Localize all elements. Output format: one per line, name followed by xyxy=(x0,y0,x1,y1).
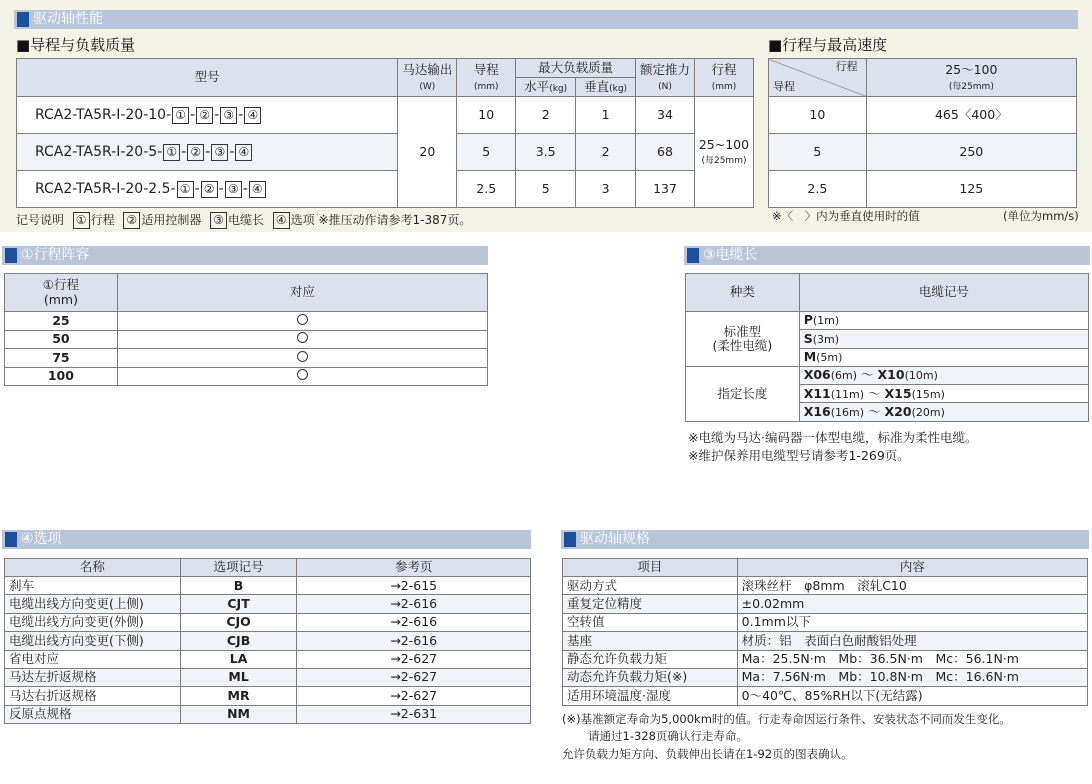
support-col-header: 对应 xyxy=(117,274,487,312)
spec-note-1: (※)基准额定寿命为5,000km时的值。行走寿命因运行条件、安装状态不同而发生变化。 xyxy=(562,712,1011,726)
table-row: 驱动方式 滚珠丝杆 φ8mm 滚轧C10 xyxy=(563,577,1088,595)
table-row: 马达左折返规格 ML →2-627 xyxy=(5,668,531,686)
page-header: 参考页 xyxy=(297,559,531,577)
vertical-header: 垂直(kg) xyxy=(576,78,636,97)
stroke-speed-subtitle: ■行程与最高速度 xyxy=(768,36,888,54)
cable-table xyxy=(685,273,1089,422)
standard-type: 标准型 (柔性电缆) xyxy=(686,312,800,367)
stroke-table xyxy=(4,273,488,386)
cable-note-1: ※电缆为马达·编码器一体型电缆，标准为柔性电缆。 xyxy=(688,430,978,445)
table-row: 空转值 0.1mm以下 xyxy=(563,613,1088,631)
lead-load-table xyxy=(16,58,754,208)
option-code-header: 选项记号 xyxy=(180,559,297,577)
table-row: X16(16m) ～ X20(20m) xyxy=(686,403,1089,421)
horizontal-header: 水平(kg) xyxy=(516,78,576,97)
range-header: 25～100 (每25mm) xyxy=(866,59,1076,97)
table-row: 10 465〈400〉 xyxy=(769,97,1077,134)
table-row: 75 xyxy=(5,349,488,368)
lead-load-subtitle: ■导程与负载质量 xyxy=(16,36,136,54)
lead-header: 导程 (mm) xyxy=(457,59,516,97)
speed-note: ※〈 〉内为垂直使用时的值 xyxy=(772,209,920,223)
table-row: 基座 材质：铝 表面白色耐酸铝处理 xyxy=(563,632,1088,650)
table-row: 省电对应 LA →2-627 xyxy=(5,650,531,668)
table-row: M(5m) xyxy=(686,348,1089,366)
table-row: 反原点规格 NM →2-631 xyxy=(5,705,531,723)
table-row: 电缆出线方向变更(下侧) CJB →2-616 xyxy=(5,632,531,650)
motor-value: 20 xyxy=(398,97,457,208)
table-row: 马达右折返规格 MR →2-627 xyxy=(5,687,531,705)
stroke-title-bar: ①行程阵容 xyxy=(2,246,488,265)
cable-note-2: ※维护保养用电缆型号请参考1-269页。 xyxy=(688,448,910,463)
option-title-bar: ④选项 xyxy=(2,530,531,549)
table-row: 适用环境温度·湿度 0～40℃、85%RH以下(无结露) xyxy=(563,687,1088,705)
table-row: 电缆出线方向变更(上侧) CJT →2-616 xyxy=(5,595,531,613)
table-row: RCA2-TA5R-I-20-2.5- ① - ② - ③ - ④ 2.5 5 3 137 xyxy=(17,171,754,208)
name-header: 名称 xyxy=(5,559,181,577)
legend: 记号说明 ① 行程 ② 适用控制器 ③ 电缆长 ④ 选项 ※推压动作请参考1-387页。 xyxy=(16,213,472,227)
cable-title-bar: ③电缆长 xyxy=(684,246,1090,265)
model-header: 型号 xyxy=(17,59,398,97)
table-row: 动态允许负载力矩(※) Ma：7.56N·m Mb：10.8N·m Mc：16.6N·m xyxy=(563,668,1088,686)
spec-table xyxy=(562,558,1088,706)
table-row: 2.5 125 xyxy=(769,171,1077,208)
stroke-speed-table xyxy=(768,58,1077,208)
diag-header: 行程 导程 xyxy=(769,59,867,97)
table-row: 5 250 xyxy=(769,134,1077,171)
table-row: S(3m) xyxy=(686,330,1089,348)
table-row: 重复定位精度 ±0.02mm xyxy=(563,595,1088,613)
table-row: 刹车 B →2-615 xyxy=(5,577,531,595)
stroke-value: 25~100 (每25mm) xyxy=(694,97,753,208)
table-row: 指定长度 X06(6m) ～ X10(10m) xyxy=(686,366,1089,384)
table-row: 50 xyxy=(5,330,488,349)
content-header: 内容 xyxy=(737,559,1087,577)
type-header: 种类 xyxy=(686,274,800,312)
spec-note-2: 请通过1-328页确认行走寿命。 xyxy=(588,729,748,743)
code-header: 电缆记号 xyxy=(799,274,1088,312)
performance-title-bar: 驱动轴性能 xyxy=(14,10,1078,29)
table-row: RCA2-TA5R-I-20-5- ① - ② - ③ - ④ 5 3.5 2 68 xyxy=(17,134,754,171)
table-row: 标准型 (柔性电缆) P(1m) xyxy=(686,312,1089,330)
stroke-col-header: ①行程 (mm) xyxy=(5,274,118,312)
thrust-header: 额定推力 (N) xyxy=(636,59,695,97)
stroke-header: 行程 (mm) xyxy=(694,59,753,97)
table-row: 100 xyxy=(5,367,488,386)
table-row: 25 xyxy=(5,312,488,331)
table-row: 静态允许负载力矩 Ma：25.5N·m Mb：36.5N·m Mc：56.1N·m xyxy=(563,650,1088,668)
item-header: 项目 xyxy=(563,559,738,577)
motor-header: 马达输出 (W) xyxy=(398,59,457,97)
table-row: 电缆出线方向变更(外侧) CJO →2-616 xyxy=(5,613,531,631)
option-table xyxy=(4,558,531,724)
spec-note-3: 允许负载力矩方向、负载伸出长请在1-92页的图表确认。 xyxy=(562,747,853,761)
spec-title-bar: 驱动轴规格 xyxy=(561,530,1089,549)
table-row: X11(11m) ～ X15(15m) xyxy=(686,385,1089,403)
speed-unit: (单位为mm/s) xyxy=(1003,209,1079,223)
maxload-header: 最大负载质量 xyxy=(516,59,636,78)
table-row: RCA2-TA5R-I-20-10- ① - ② - ③ - ④ 20 10 2 1 34 25~100 (每25mm) xyxy=(17,97,754,134)
specified-length: 指定长度 xyxy=(686,366,800,421)
